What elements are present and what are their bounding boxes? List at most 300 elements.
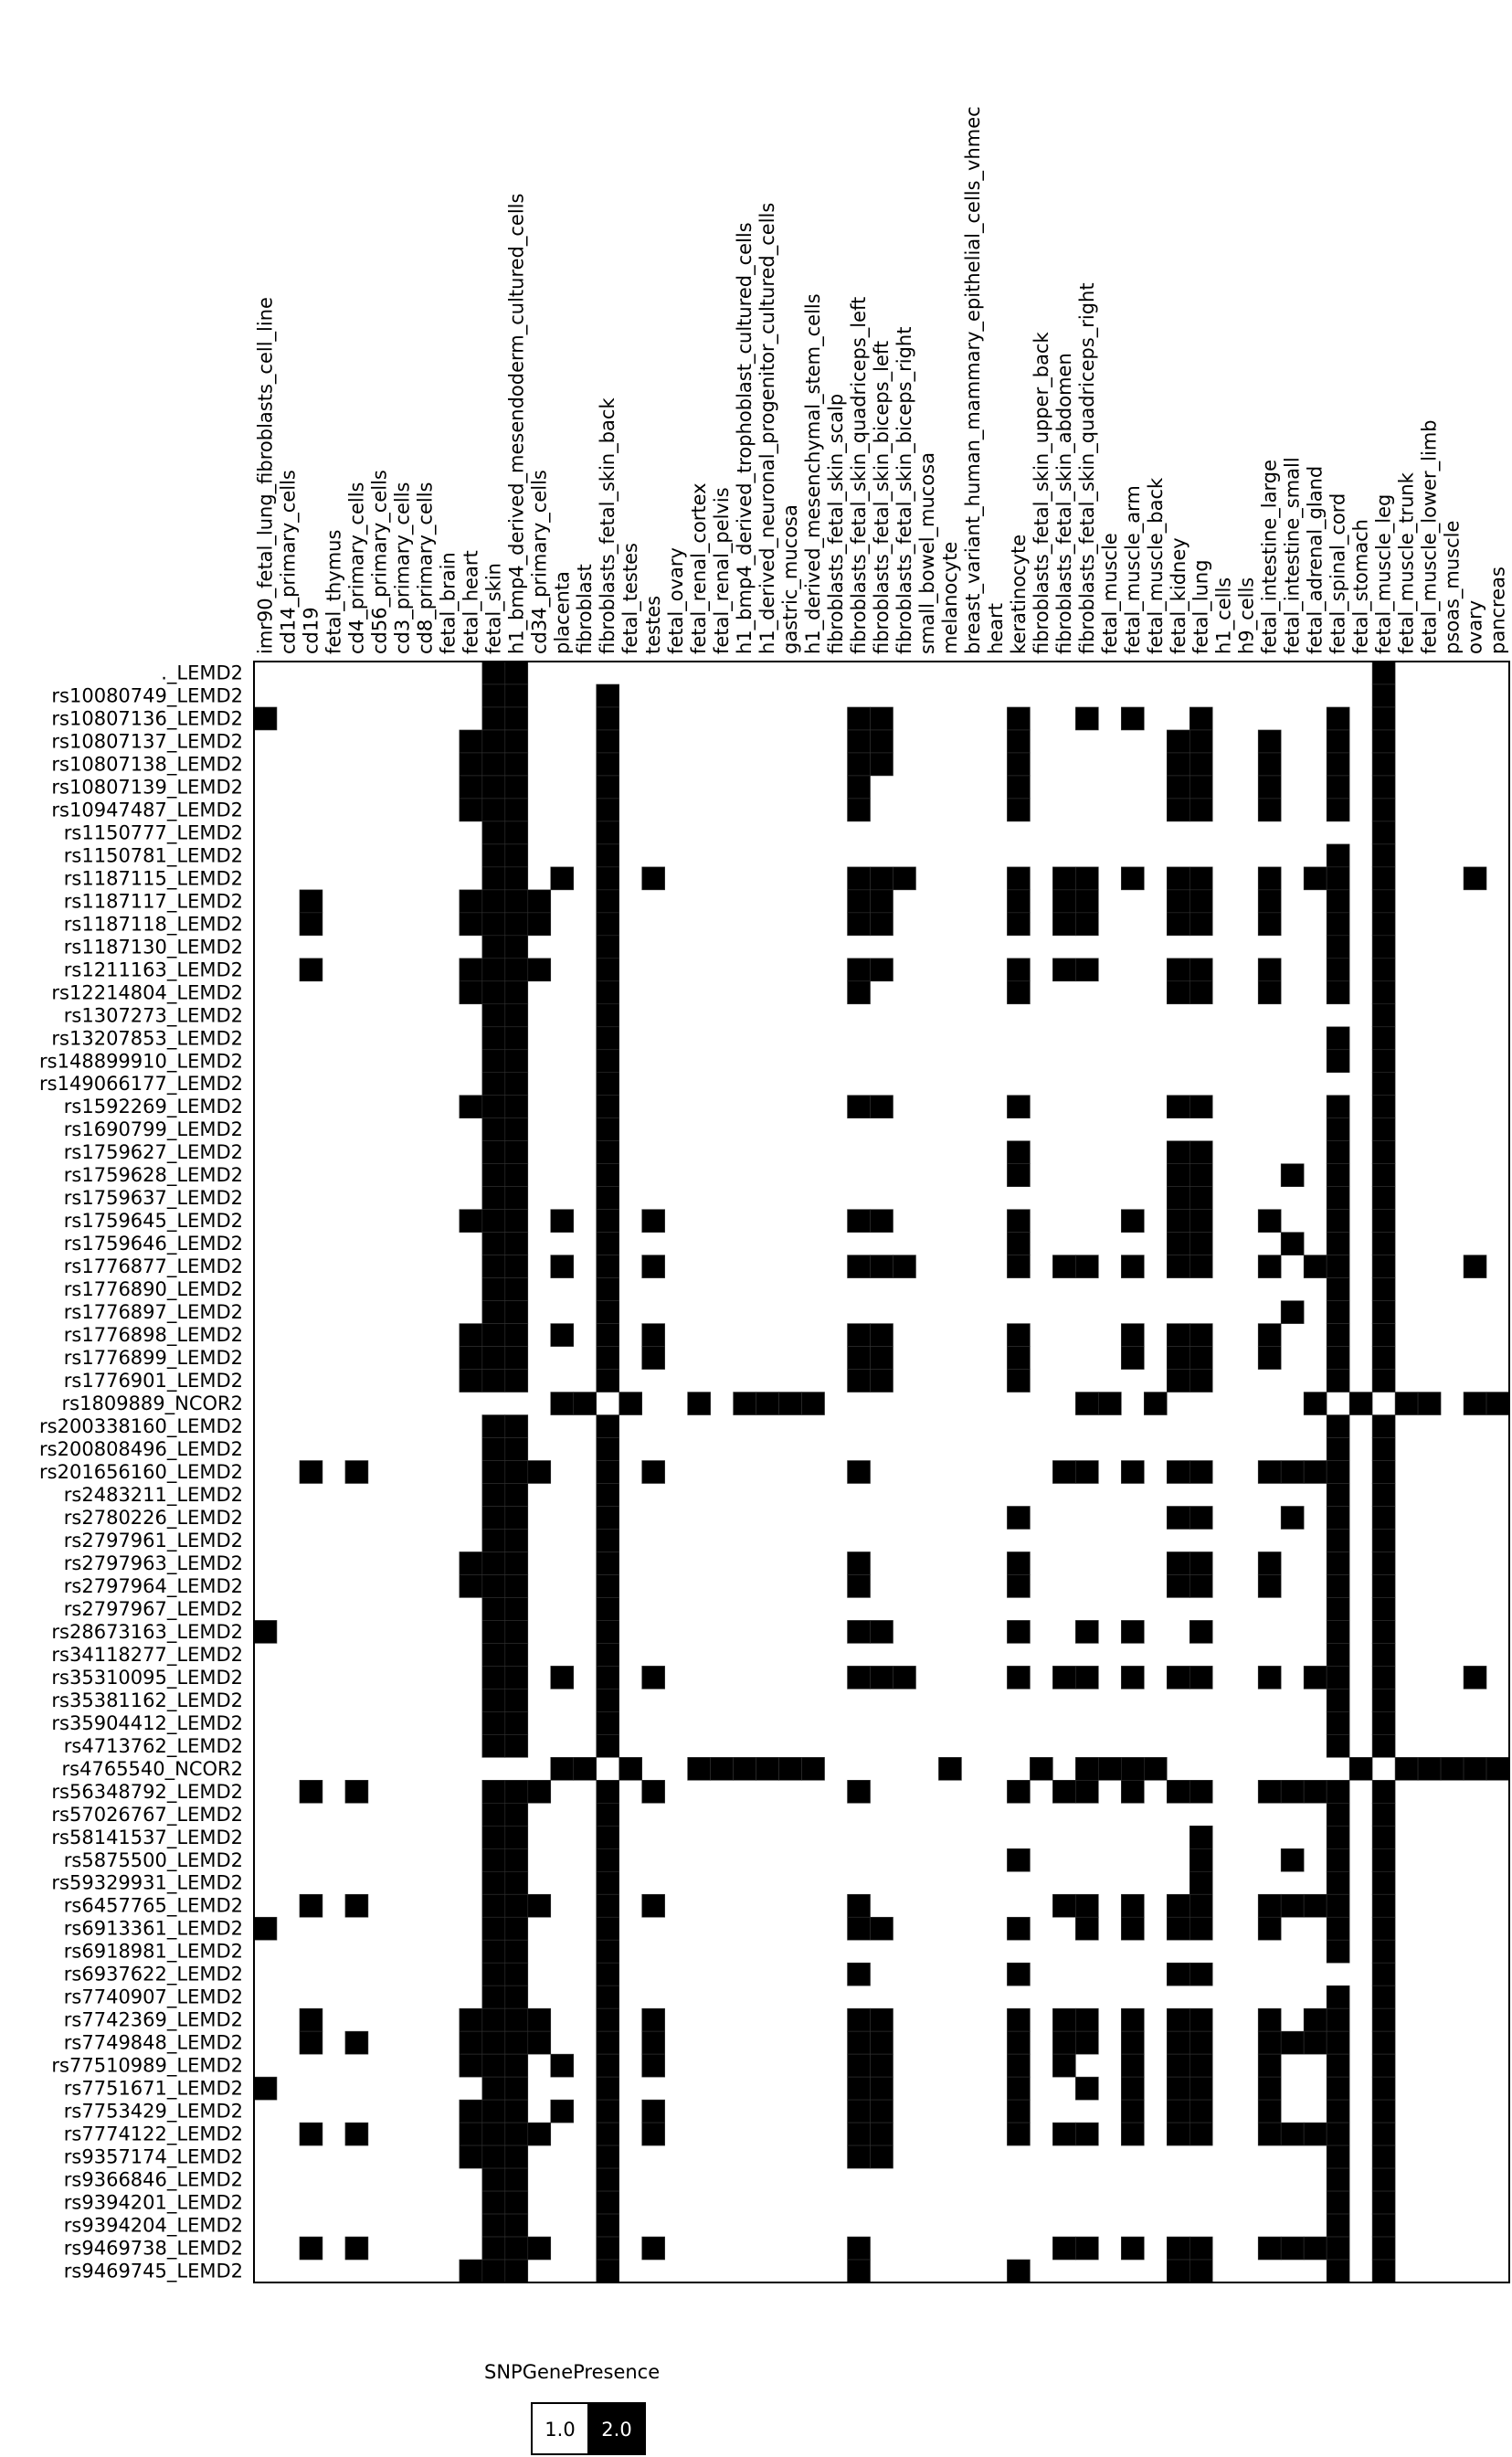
heatmap-cell-present: [1007, 1141, 1030, 1164]
heatmap-cell-present: [505, 1597, 528, 1620]
heatmap-cell-present: [1304, 1780, 1327, 1803]
column-label: pancreas: [1486, 567, 1509, 654]
heatmap-cell-present: [1281, 1301, 1304, 1324]
heatmap-cell-present: [482, 1324, 505, 1347]
heatmap-cell-present: [1372, 958, 1395, 981]
heatmap-cell-present: [1327, 1278, 1349, 1301]
heatmap-cell-present: [1372, 2145, 1395, 2168]
heatmap-cell-present: [1075, 1780, 1098, 1803]
column-label: fibroblasts_fetal_skin_back: [597, 397, 619, 654]
heatmap-cell-present: [1372, 890, 1395, 913]
row-label: rs2797963_LEMD2: [63, 1552, 243, 1574]
heatmap-cell-present: [505, 1780, 528, 1803]
heatmap-cell-present: [1167, 890, 1190, 913]
heatmap-cell-present: [1372, 1278, 1395, 1301]
heatmap-cell-present: [1372, 1073, 1395, 1096]
heatmap-cell-present: [1327, 1803, 1349, 1826]
row-label: rs35381162_LEMD2: [51, 1689, 243, 1711]
heatmap-cell-present: [1372, 2008, 1395, 2031]
heatmap-cell-present: [482, 2054, 505, 2077]
heatmap-cell-present: [848, 1963, 871, 1986]
heatmap-cell-present: [1395, 1393, 1418, 1415]
heatmap-cell-present: [1121, 2100, 1144, 2123]
heatmap-cell-present: [1372, 1848, 1395, 1871]
heatmap-cell-present: [1486, 1757, 1509, 1780]
heatmap-cell-present: [1167, 1096, 1190, 1118]
heatmap-cell-present: [597, 2031, 619, 2054]
heatmap-cell-present: [1258, 1894, 1281, 1917]
heatmap-cell-present: [1258, 2123, 1281, 2145]
heatmap-cell-present: [871, 1255, 893, 1278]
heatmap-cell-present: [871, 913, 893, 936]
heatmap-cell-present: [551, 1757, 574, 1780]
row-label: rs35904412_LEMD2: [51, 1711, 243, 1734]
heatmap-cell-present: [848, 730, 871, 753]
heatmap-cell-present: [1304, 2008, 1327, 2031]
heatmap-cell-present: [460, 1347, 482, 1370]
heatmap-cell-present: [848, 799, 871, 821]
heatmap-cell-present: [1190, 707, 1212, 730]
column-label: fetal_skin: [482, 563, 505, 654]
heatmap-cell-present: [1327, 1689, 1349, 1711]
heatmap-cell-present: [1327, 2123, 1349, 2145]
heatmap-cell-present: [482, 1187, 505, 1210]
heatmap-cell-present: [528, 2008, 551, 2031]
heatmap-cell-present: [1372, 730, 1395, 753]
heatmap-cell-present: [1281, 1848, 1304, 1871]
heatmap-cell-present: [871, 2077, 893, 2100]
column-label: fetal_muscle_arm: [1121, 485, 1144, 654]
row-label: rs7749848_LEMD2: [63, 2031, 243, 2054]
heatmap-cell-present: [1007, 1347, 1030, 1370]
heatmap-cell-present: [505, 1187, 528, 1210]
heatmap-cell-present: [1190, 1894, 1212, 1917]
row-label: rs4765540_NCOR2: [61, 1757, 243, 1780]
heatmap-cell-present: [1372, 1415, 1395, 1438]
heatmap-cell-present: [756, 1393, 779, 1415]
heatmap-cell-present: [1372, 936, 1395, 958]
heatmap-cell-present: [528, 1780, 551, 1803]
heatmap-cell-present: [1190, 1164, 1212, 1187]
heatmap-cell-present: [345, 1780, 368, 1803]
heatmap-cell-present: [1190, 1141, 1212, 1164]
heatmap-cell-present: [482, 913, 505, 936]
heatmap-cell-present: [1190, 1552, 1212, 1574]
heatmap-cell-present: [1121, 1780, 1144, 1803]
heatmap-cell-present: [482, 1301, 505, 1324]
heatmap-cell-present: [597, 2168, 619, 2191]
heatmap-cell-present: [1372, 1438, 1395, 1461]
heatmap-cell-present: [1327, 2008, 1349, 2031]
column-label: fibroblasts_fetal_skin_biceps_right: [893, 326, 915, 654]
heatmap-cell-present: [1372, 867, 1395, 890]
column-label: fetal_muscle_leg: [1372, 493, 1395, 654]
heatmap-cell-present: [1121, 1324, 1144, 1347]
heatmap-cell-present: [597, 1438, 619, 1461]
heatmap-cell-present: [1052, 913, 1075, 936]
heatmap-cell-present: [848, 2123, 871, 2145]
heatmap-cell-present: [482, 867, 505, 890]
heatmap-cell-present: [1281, 2031, 1304, 2054]
heatmap-cell-present: [597, 2077, 619, 2100]
heatmap-cell-present: [345, 2123, 368, 2145]
heatmap-cell-present: [597, 1552, 619, 1574]
row-label: rs10807138_LEMD2: [51, 753, 243, 776]
heatmap-cell-present: [1327, 1894, 1349, 1917]
heatmap-cell-present: [1372, 1940, 1395, 1963]
column-label: fetal_intestine_small: [1281, 457, 1304, 654]
heatmap-cell-present: [505, 1506, 528, 1529]
heatmap-cell-present: [848, 2008, 871, 2031]
heatmap-cell-present: [482, 2260, 505, 2282]
heatmap-cell-present: [1372, 1141, 1395, 1164]
heatmap-cell-present: [1327, 1050, 1349, 1073]
heatmap-cell-present: [597, 1278, 619, 1301]
heatmap-cell-present: [1372, 1324, 1395, 1347]
column-label: cd3_primary_cells: [391, 482, 414, 654]
heatmap-cell-present: [1007, 1255, 1030, 1278]
heatmap-cell-present: [848, 1666, 871, 1689]
heatmap-cell-present: [482, 662, 505, 684]
heatmap-cell-present: [482, 1461, 505, 1484]
heatmap-cell-present: [1167, 2237, 1190, 2260]
heatmap-cell-present: [460, 2123, 482, 2145]
column-label: keratinocyte: [1007, 534, 1030, 654]
heatmap-cell-present: [505, 730, 528, 753]
heatmap-cell-present: [1121, 1347, 1144, 1370]
column-label: heart: [984, 603, 1007, 654]
heatmap-cell-present: [1372, 1574, 1395, 1597]
heatmap-cell-present: [642, 2031, 665, 2054]
heatmap-cell-present: [1190, 1461, 1212, 1484]
heatmap-cell-present: [1167, 1917, 1190, 1940]
heatmap-cell-present: [1167, 1164, 1190, 1187]
heatmap-cell-present: [1372, 1780, 1395, 1803]
heatmap-cell-present: [1372, 2214, 1395, 2237]
heatmap-cell-present: [1190, 2237, 1212, 2260]
column-label: fetal_lung: [1190, 559, 1212, 654]
heatmap-cell-present: [482, 1118, 505, 1141]
row-label: rs1592269_LEMD2: [63, 1096, 243, 1118]
heatmap-cell-present: [642, 2100, 665, 2123]
heatmap-cell-present: [1121, 1255, 1144, 1278]
heatmap-cell-present: [848, 1780, 871, 1803]
heatmap-cell-present: [871, 958, 893, 981]
row-label: rs28673163_LEMD2: [51, 1620, 243, 1643]
heatmap-cell-present: [1190, 1096, 1212, 1118]
heatmap-cell-present: [345, 2237, 368, 2260]
heatmap-cell-present: [1075, 2237, 1098, 2260]
heatmap-cell-present: [848, 1255, 871, 1278]
heatmap-cell-present: [254, 1620, 277, 1643]
heatmap-cell-present: [597, 1643, 619, 1666]
heatmap-cell-present: [1327, 1917, 1349, 1940]
heatmap-cell-present: [1372, 1004, 1395, 1027]
heatmap-cell-present: [1304, 1393, 1327, 1415]
heatmap-cell-present: [482, 1986, 505, 2008]
heatmap-cell-present: [848, 1096, 871, 1118]
heatmap-cell-present: [802, 1393, 825, 1415]
heatmap-cell-present: [1030, 1757, 1052, 1780]
heatmap-cell-present: [1327, 1324, 1349, 1347]
heatmap-cell-present: [1007, 1780, 1030, 1803]
heatmap-cell-present: [1190, 1826, 1212, 1848]
heatmap-cell-present: [1372, 1643, 1395, 1666]
heatmap-cell-present: [482, 1027, 505, 1050]
heatmap-cell-present: [1327, 2077, 1349, 2100]
heatmap-cell-present: [1190, 1574, 1212, 1597]
heatmap-cell-present: [1190, 1187, 1212, 1210]
row-label: rs148899910_LEMD2: [39, 1050, 243, 1073]
heatmap-cell-present: [1327, 1666, 1349, 1689]
heatmap-cell-present: [1372, 1986, 1395, 2008]
heatmap-cell-present: [1167, 1506, 1190, 1529]
heatmap-cell-present: [642, 1324, 665, 1347]
column-label: fetal_intestine_large: [1258, 459, 1281, 654]
heatmap-cell-present: [1258, 1574, 1281, 1597]
heatmap-cell-present: [505, 1073, 528, 1096]
heatmap-cell-present: [871, 707, 893, 730]
heatmap-cell-present: [597, 1689, 619, 1711]
heatmap-cell-present: [597, 1210, 619, 1233]
heatmap-cell-present: [1304, 2237, 1327, 2260]
heatmap-cell-present: [1167, 913, 1190, 936]
heatmap-cell-present: [1258, 776, 1281, 799]
heatmap-cell-present: [1327, 776, 1349, 799]
heatmap-cell-present: [1007, 1506, 1030, 1529]
heatmap-cell-present: [482, 1370, 505, 1393]
row-label: rs6937622_LEMD2: [63, 1963, 243, 1986]
heatmap-cell-present: [642, 2123, 665, 2145]
heatmap-cell-present: [1258, 2237, 1281, 2260]
heatmap-cell-present: [1075, 867, 1098, 890]
column-label: fibroblast: [574, 564, 597, 654]
heatmap-cell-present: [1075, 1620, 1098, 1643]
heatmap-cell-present: [1075, 2008, 1098, 2031]
heatmap-cell-present: [1395, 1757, 1418, 1780]
heatmap-cell-present: [505, 1050, 528, 1073]
heatmap-cell-present: [505, 2054, 528, 2077]
column-label: fibroblasts_fetal_skin_scalp: [825, 393, 848, 654]
heatmap-cell-present: [551, 1210, 574, 1233]
heatmap-cell-present: [300, 1894, 322, 1917]
heatmap-cell-present: [482, 2031, 505, 2054]
heatmap-cell-present: [1372, 1027, 1395, 1050]
heatmap-cell-present: [460, 2260, 482, 2282]
heatmap-cell-present: [482, 753, 505, 776]
heatmap-cell-present: [1190, 2054, 1212, 2077]
heatmap-cell-present: [597, 1461, 619, 1484]
heatmap-cell-present: [482, 1438, 505, 1461]
row-label: rs1187117_LEMD2: [63, 890, 243, 913]
heatmap-cell-present: [1144, 1757, 1167, 1780]
heatmap-cell-present: [597, 1620, 619, 1643]
heatmap-cell-present: [1327, 1415, 1349, 1438]
heatmap-cell-present: [1372, 1050, 1395, 1073]
heatmap-cell-present: [505, 707, 528, 730]
heatmap-cell-present: [1052, 1666, 1075, 1689]
column-label: h1_bmp4_derived_trophoblast_cultured_cells: [734, 222, 756, 654]
heatmap-cell-present: [482, 1506, 505, 1529]
heatmap-cell-present: [1327, 844, 1349, 867]
heatmap-cell-present: [1327, 1483, 1349, 1506]
column-label: h1_derived_neuronal_progenitor_cultured_cells: [756, 202, 779, 654]
heatmap-cell-present: [1167, 1187, 1190, 1210]
heatmap-cell-present: [1372, 1689, 1395, 1711]
heatmap-cell-present: [1190, 913, 1212, 936]
heatmap-cell-present: [1007, 1096, 1030, 1118]
heatmap-cell-present: [482, 1597, 505, 1620]
heatmap-cell-present: [1372, 2191, 1395, 2214]
heatmap-cell-present: [482, 1734, 505, 1757]
heatmap-cell-present: [300, 2008, 322, 2031]
heatmap-cell-present: [1372, 1210, 1395, 1233]
heatmap-cell-present: [505, 2145, 528, 2168]
heatmap-cell-present: [1007, 2100, 1030, 2123]
heatmap-cell-present: [1190, 2100, 1212, 2123]
heatmap-cell-present: [460, 2054, 482, 2077]
heatmap-cell-present: [1327, 1940, 1349, 1963]
heatmap-cell-present: [1327, 2214, 1349, 2237]
heatmap-cell-present: [482, 1210, 505, 1233]
heatmap-cell-present: [1007, 2031, 1030, 2054]
heatmap-cell-present: [871, 1096, 893, 1118]
heatmap-cell-present: [597, 821, 619, 844]
row-label: rs2797964_LEMD2: [63, 1574, 243, 1597]
heatmap-cell-present: [848, 913, 871, 936]
heatmap-cell-present: [871, 2100, 893, 2123]
heatmap-cell-present: [597, 1483, 619, 1506]
heatmap-cell-present: [1372, 1233, 1395, 1255]
heatmap-cell-present: [1258, 890, 1281, 913]
heatmap-cell-present: [597, 1027, 619, 1050]
heatmap-cell-present: [505, 936, 528, 958]
heatmap-cell-present: [893, 1255, 915, 1278]
heatmap-cell-present: [1052, 2054, 1075, 2077]
heatmap-cell-present: [642, 867, 665, 890]
heatmap-cell-present: [1327, 2168, 1349, 2191]
heatmap-cell-present: [482, 1894, 505, 1917]
heatmap-cell-present: [1075, 1666, 1098, 1689]
heatmap-cell-present: [1075, 707, 1098, 730]
column-label: cd4_primary_cells: [345, 482, 368, 654]
heatmap-cell-present: [482, 1233, 505, 1255]
heatmap-cell-present: [1327, 2145, 1349, 2168]
heatmap-cell-present: [1327, 1986, 1349, 2008]
heatmap-cell-present: [482, 1004, 505, 1027]
heatmap-cell-present: [597, 1255, 619, 1278]
heatmap-cell-present: [1121, 2077, 1144, 2100]
column-label: fetal_adrenal_gland: [1304, 465, 1327, 654]
heatmap-cell-present: [505, 1027, 528, 1050]
heatmap-cell-present: [460, 2031, 482, 2054]
heatmap-cell-present: [254, 2077, 277, 2100]
heatmap-cell-present: [505, 2237, 528, 2260]
row-label: rs1776898_LEMD2: [63, 1324, 243, 1347]
heatmap-cell-present: [1327, 890, 1349, 913]
heatmap-cell-present: [1372, 1461, 1395, 1484]
heatmap-cell-present: [642, 2054, 665, 2077]
heatmap-cell-present: [1464, 1666, 1486, 1689]
column-label: fetal_muscle: [1098, 533, 1121, 654]
heatmap-cell-present: [1327, 981, 1349, 1004]
heatmap-cell-present: [505, 2077, 528, 2100]
heatmap-cell-present: [871, 1666, 893, 1689]
heatmap-cell-present: [1075, 958, 1098, 981]
heatmap-cell-present: [734, 1393, 756, 1415]
heatmap-cell-present: [1372, 2100, 1395, 2123]
heatmap-cell-present: [597, 1963, 619, 1986]
heatmap-cell-present: [551, 867, 574, 890]
heatmap-cell-present: [848, 1347, 871, 1370]
heatmap-cell-present: [505, 662, 528, 684]
heatmap-cell-present: [642, 1347, 665, 1370]
heatmap-cell-present: [1327, 1233, 1349, 1255]
heatmap-cell-present: [505, 2031, 528, 2054]
heatmap-cell-present: [482, 936, 505, 958]
column-label: h9_cells: [1235, 577, 1258, 654]
heatmap-cell-present: [300, 890, 322, 913]
heatmap-cell-present: [734, 1757, 756, 1780]
heatmap-cell-present: [1372, 2237, 1395, 2260]
heatmap-cell-present: [1167, 1552, 1190, 1574]
heatmap-cell-present: [642, 2008, 665, 2031]
heatmap-cell-present: [300, 1461, 322, 1484]
heatmap-cell-present: [871, 1370, 893, 1393]
heatmap-cell-present: [1372, 2054, 1395, 2077]
heatmap-cell-present: [482, 2191, 505, 2214]
heatmap-cell-present: [597, 776, 619, 799]
heatmap-cell-present: [1007, 1233, 1030, 1255]
heatmap-cell-present: [711, 1757, 734, 1780]
heatmap-cell-present: [1190, 1506, 1212, 1529]
column-label: cd19: [300, 607, 322, 654]
heatmap-cell-present: [1327, 2260, 1349, 2282]
row-label: rs1809889_NCOR2: [61, 1393, 243, 1415]
heatmap-cell-present: [505, 1301, 528, 1324]
heatmap-cell-present: [1258, 2100, 1281, 2123]
row-label: rs1187130_LEMD2: [63, 936, 243, 958]
column-label: fetal_brain: [437, 552, 460, 654]
heatmap-cell-present: [1007, 1848, 1030, 1871]
heatmap-cell-present: [597, 2054, 619, 2077]
heatmap-cell-present: [1327, 1301, 1349, 1324]
heatmap-cell-present: [1190, 958, 1212, 981]
heatmap-cell-present: [597, 1324, 619, 1347]
heatmap-cell-present: [1281, 1164, 1304, 1187]
heatmap-cell-present: [1052, 1461, 1075, 1484]
heatmap-cell-present: [1372, 799, 1395, 821]
heatmap-cell-present: [1052, 2008, 1075, 2031]
heatmap-cell-present: [848, 707, 871, 730]
heatmap-cell-present: [1464, 1393, 1486, 1415]
row-labels: [39, 662, 243, 2282]
heatmap-cell-present: [802, 1757, 825, 1780]
heatmap-cell-present: [1372, 1666, 1395, 1689]
row-label: rs9357174_LEMD2: [63, 2145, 243, 2168]
heatmap-cell-present: [460, 1552, 482, 1574]
heatmap-cell-present: [1372, 1118, 1395, 1141]
row-label: rs1187118_LEMD2: [63, 913, 243, 936]
heatmap-cell-present: [551, 1255, 574, 1278]
heatmap-cell-present: [597, 1803, 619, 1826]
heatmap-cell-present: [1075, 1917, 1098, 1940]
heatmap-cell-present: [597, 1917, 619, 1940]
heatmap-cell-present: [482, 1803, 505, 1826]
heatmap-cell-present: [482, 2145, 505, 2168]
heatmap-cell-present: [460, 1574, 482, 1597]
heatmap-cell-present: [1372, 707, 1395, 730]
